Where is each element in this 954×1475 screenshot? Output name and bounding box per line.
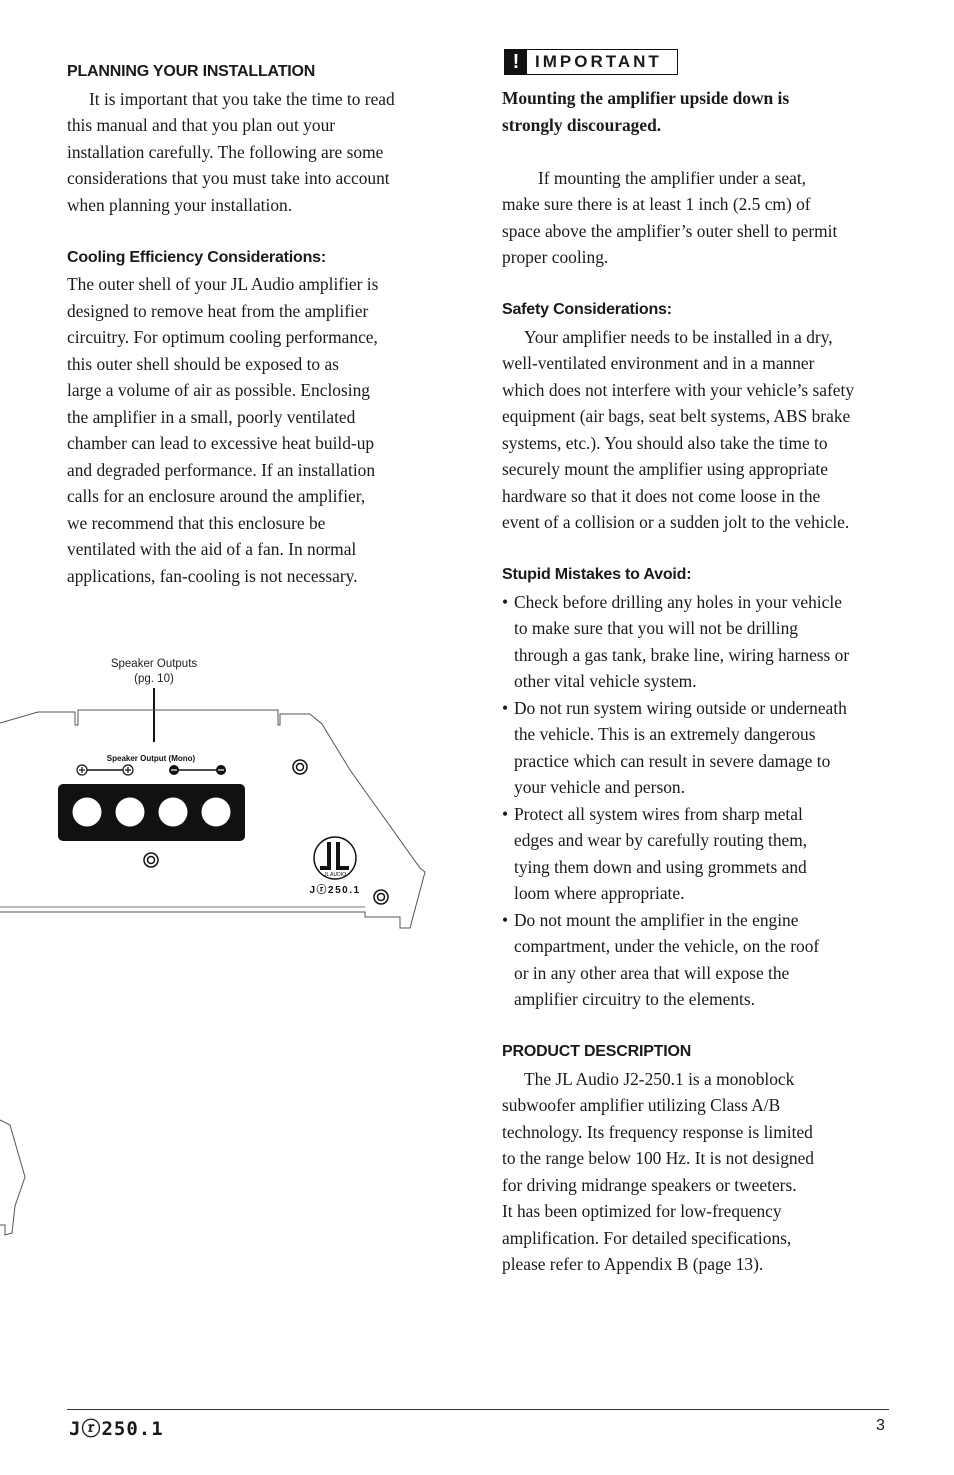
speaker-terminal-4 [202,798,231,827]
mounting-screw-icon [293,760,307,774]
cooling-heading: Cooling Efficiency Considerations: [67,248,327,266]
mistakes-list [502,589,894,1013]
callout-label-line1: Speaker Outputs [110,658,198,670]
list-item: • Check before drilling any holes in your vehicle to make sure that you will not be drilling through a gas tank, brake line, wiring harness or other vital vehicle system. [502,589,894,695]
warning-icon: ! [505,50,527,74]
right-column [502,85,894,1278]
positive-terminal-marker-1 [77,765,87,775]
product-description-heading: PRODUCT DESCRIPTION [502,1043,692,1060]
jl-audio-logo [314,837,356,879]
jl-audio-logo-text: JL AUDIO [323,872,347,878]
list-item: • Do not run system wiring outside or underneath the vehicle. This is an extremely dangerous practice which can result in severe damage to your vehicle and person. [502,695,894,801]
negative-terminal-marker-1 [169,765,179,775]
lower-shell-fragment [0,1120,25,1235]
mounting-screw-icon [374,890,388,904]
speaker-terminal-2 [116,798,145,827]
important-badge [504,49,678,75]
speaker-output-label: Speaker Output (Mono) [106,754,196,763]
list-item: • Do not mount the amplifier in the engine compartment, under the vehicle, on the roof or in any other area that will expose the amplifier circuitry to the elements. [502,907,894,1013]
amplifier-panel-diagram [0,650,440,1250]
negative-terminal-marker-2 [216,765,226,775]
mistakes-heading: Stupid Mistakes to Avoid: [502,566,692,583]
callout-label-line2: (pg. 10) [134,673,174,685]
left-column [67,59,437,589]
planning-heading: PLANNING YOUR INSTALLATION [67,63,316,80]
model-label: Jⓡ250.1 [309,885,361,896]
cooling-paragraph: The outer shell of your JL Audio amplifier is designed to remove heat from the amplifier circuitry. For optimum cooling performance, this outer shell should be exposed to as large a volume of air as possible. Enclosing the amplifier in a small, poorly ventilated chamber can lead to excessive heat build-up and degraded performance. If an installation calls for an enclosure around the amplifier, we recommend that this enclosure be ventilated with the aid of a fan. In normal applications, fan-cooling is not necessary. [67,274,379,586]
planning-paragraph: It is important that you take the time to read this manual and that you plan out your installation carefully. The following are some considerations that you must take into account when planning your installation. [67,88,395,215]
positive-terminal-marker-2 [123,765,133,775]
footer-divider [67,1409,889,1410]
mounting-screw-icon [144,853,158,867]
seat-mounting-paragraph: If mounting the amplifier under a seat, make sure there is at least 1 inch (2.5 cm) of space above the amplifier’s outer shell to permit proper cooling. [502,167,838,267]
product-description-paragraph: The JL Audio J2-250.1 is a monoblock subwoofer amplifier utilizing Class A/B technology. Its frequency response is limited to the range below 100 Hz. It is not designed for driving midrange speakers or tweeters. It has been optimized for low-frequency amplification. For detailed specifications, please refer to Appendix B (page 13). [502,1068,814,1274]
safety-heading: Safety Considerations: [502,301,672,318]
page-number: 3 [876,1417,885,1434]
important-label: IMPORTANT [535,52,662,71]
safety-paragraph: Your amplifier needs to be installed in a dry, well-ventilated environment and in a manner which does not interfere with your vehicle’s safety equipment (air bags, seat belt systems, ABS brake systems, etc.). You should also take the time to securely mount the amplifier using appropriate hardware so that it does not come loose in the event of a collision or a sudden jolt to the vehicle. [502,326,855,532]
speaker-terminal-3 [159,798,188,827]
list-item: • Protect all system wires from sharp metal edges and wear by carefully routing them, tying them down and using grommets and loom where appropriate. [502,801,894,907]
footer-model-name: Jⓡ250.1 [69,1418,164,1440]
important-notice: Mounting the amplifier upside down is strongly discouraged. [502,88,790,135]
speaker-terminal-1 [73,798,102,827]
